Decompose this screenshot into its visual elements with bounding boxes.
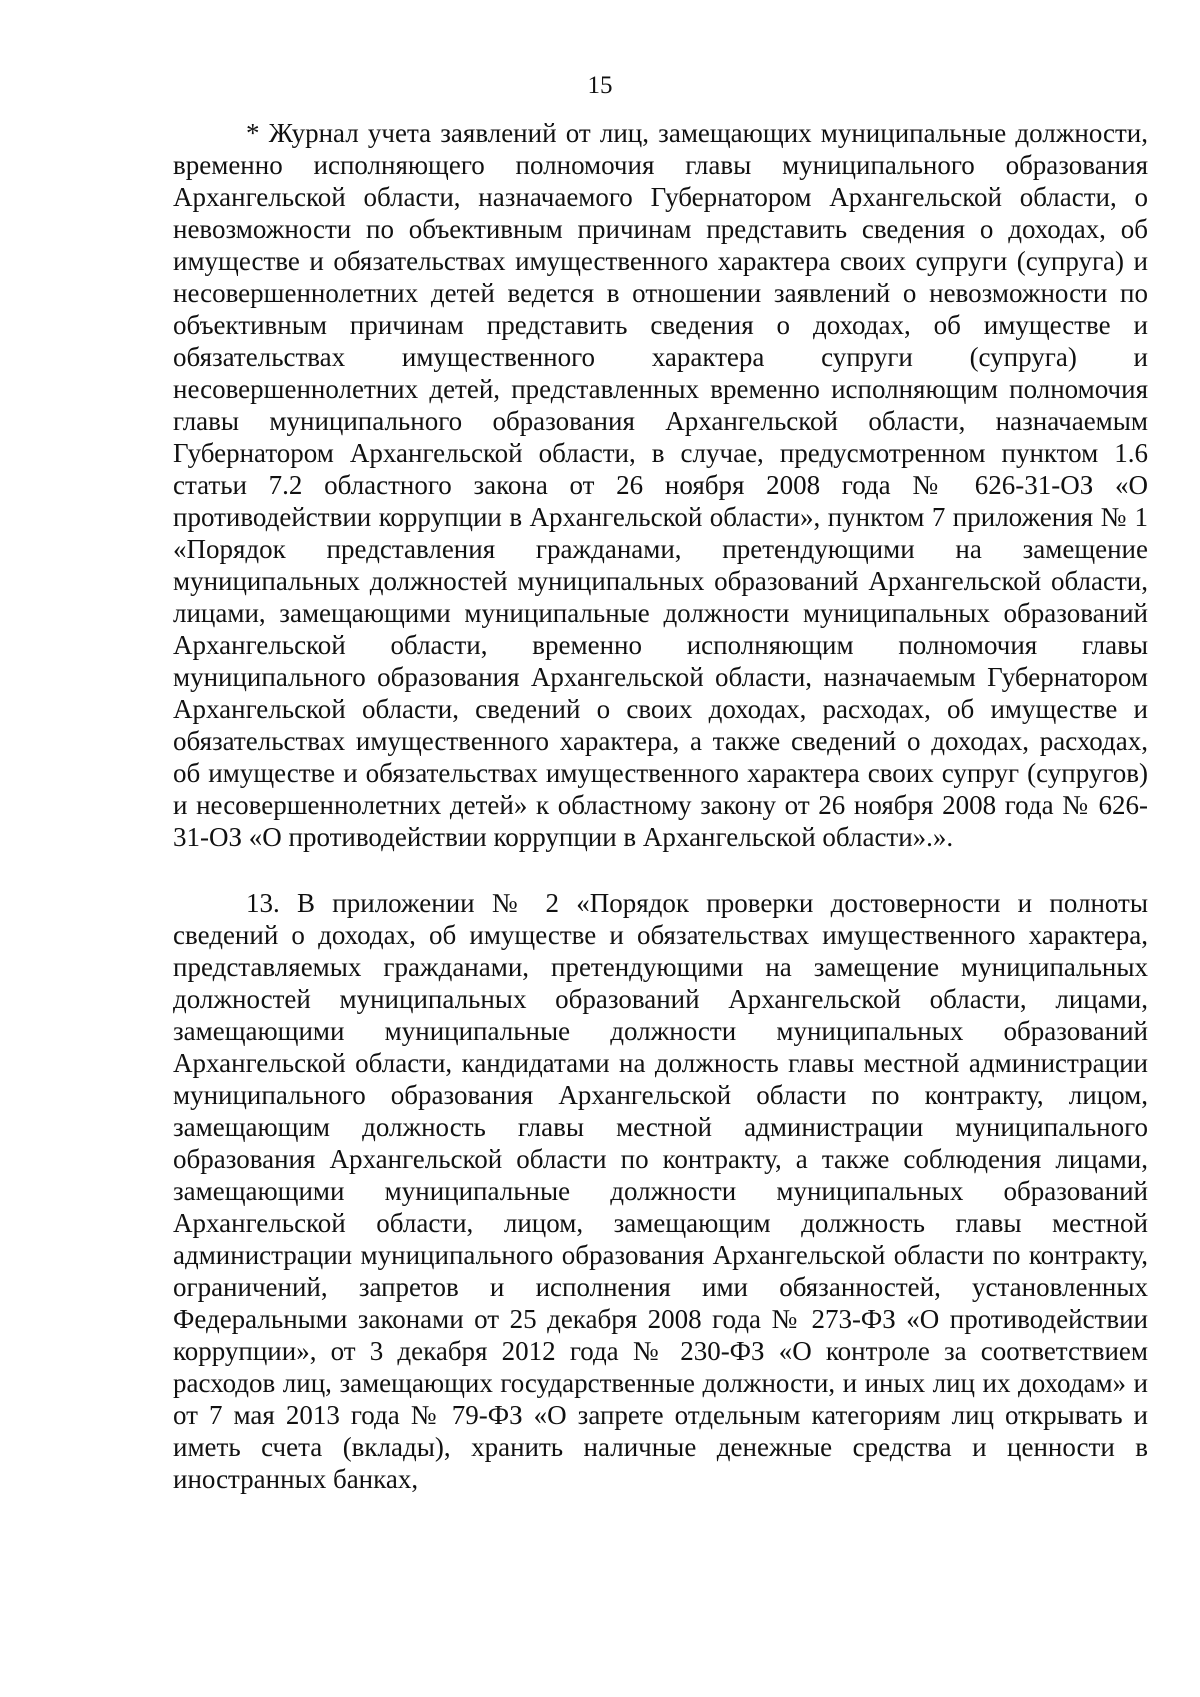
- paragraph-item-13: 13. В приложении № 2 «Порядок проверки достоверности и полноты сведений о доходах, об имуществе и обязательствах имущественного характера, представляемых гражданами, претендующими на замещение муниципальных должностей муниципальных образований Архангельской области, лицами, замещающими муниципальные должности муниципальных образований Архангельской области, кандидатами на должность главы местной администрации муниципального образования Архангельской области по контракту, лицом, замещающим должность главы местной администрации муниципального образования Архангельской области по контракту, а также соблюдения лицами, замещающими муниципальные должности муниципальных образований Архангельской области, лицом, замещающим должность главы местной администрации муниципального образования Архангельской области по контракту, ограничений, запретов и исполнения ими обязанностей, установленных Федеральными законами от 25 декабря 2008 года № 273-ФЗ «О противодействии коррупции», от 3 декабря 2012 года № 230-ФЗ «О контроле за соответствием расходов лиц, замещающих государственные должности, и иных лиц их доходам» и от 7 мая 2013 года № 79-ФЗ «О запрете отдельным категориям лиц открывать и иметь счета (вклады), хранить наличные денежные средства и ценности в иностранных банках,: [173, 888, 1148, 1494]
- document-body: [173, 117, 1148, 1495]
- page-number: 15: [587, 72, 613, 99]
- paragraph-footnote-journal: * Журнал учета заявлений от лиц, замещающих муниципальные должности, временно исполняющего полномочия главы муниципального образования Архангельской области, назначаемого Губернатором Архангельской области, о невозможности по объективным причинам представить сведения о доходах, об имуществе и обязательствах имущественного характера своих супруги (супруга) и несовершеннолетних детей ведется в отношении заявлений о невозможности по объективным причинам представить сведения о доходах, об имуществе и обязательствах имущественного характера супруги (супруга) и несовершеннолетних детей, представленных временно исполняющим полномочия главы муниципального образования Архангельской области, назначаемым Губернатором Архангельской области, в случае, предусмотренном пунктом 1.6 статьи 7.2 областного закона от 26 ноября 2008 года № 626-31-ОЗ «О противодействии коррупции в Архангельской области», пунктом 7 приложения № 1 «Порядок представления гражданами, претендующими на замещение муниципальных должностей муниципальных образований Архангельской области, лицами, замещающими муниципальные должности муниципальных образований Архангельской области, временно исполняющим полномочия главы муниципального образования Архангельской области, назначаемым Губернатором Архангельской области, сведений о своих доходах, расходах, об имуществе и обязательствах имущественного характера, а также сведений о доходах, расходах, об имуществе и обязательствах имущественного характера своих супруг (супругов) и несовершеннолетних детей» к областному закону от 26 ноября 2008 года № 626-31-ОЗ «О противодействии коррупции в Архангельской области».».: [173, 118, 1148, 852]
